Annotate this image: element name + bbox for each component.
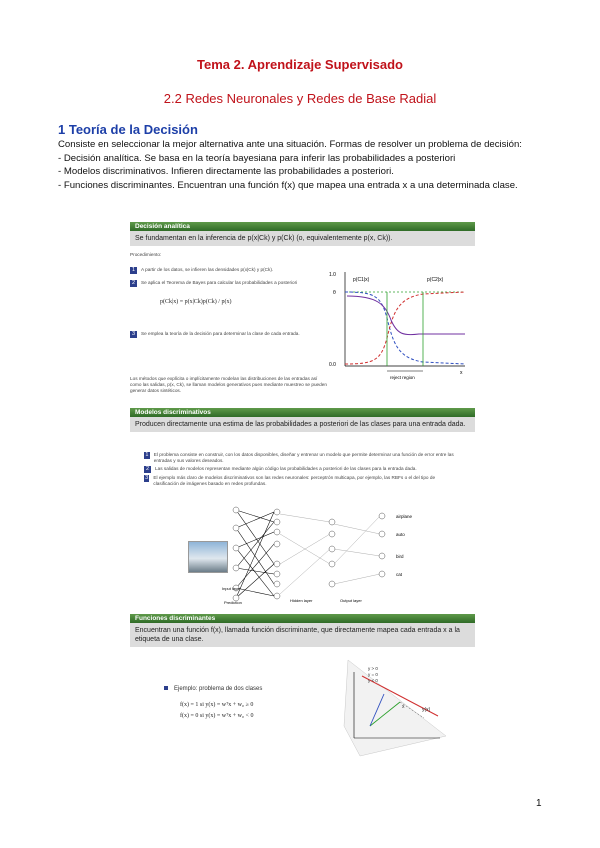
posterior-plot [327,268,467,383]
output-layer-label: Output layer [340,598,362,603]
generative-note: Los métodos que explícita o implícitamente modelan las distribuciones de las entradas así como las salidas, p(x, Ck), se llaman modelos generativos pues mediante muestreo se pueden generar datos sintéticos. [130,376,327,393]
slide-subtitle: Encuentran una función f(x), llamada función discriminante, que directamente mapea cada entrada x a la etiqueta de una clase. [130,623,475,647]
slide-bar: Modelos discriminativos [130,408,475,417]
step-text: El problema consiste en construir, con los datos disponibles, diseñar y entrenar un modelo que permite determinar una función de error entre las entradas y sus valores deseados. [153,452,454,463]
step-number: 2 [131,280,136,286]
input-image [188,541,228,573]
step-number: 2 [145,466,150,472]
intro-item-analytic: - Decisión analítica. Se basa en la teoría bayesiana para inferir las probabilidades a posteriori [58,152,456,164]
discriminant-eq-1: f(x) = 1 si y(x) = wᵀx + w₀ ≥ 0 [180,702,254,708]
intro-text [58,138,543,192]
y-tick-theta: θ [333,290,336,296]
discriminant-eq-2: f(x) = 0 si y(x) = wᵀx + w₀ < 0 [180,713,254,719]
x-axis-label: x [460,370,463,376]
svg-text:y = 0: y = 0 [368,672,378,677]
neural-network-diagram [222,504,465,605]
bullet-icon [164,686,168,690]
doc-title: Tema 2. Aprendizaje Supervisado [197,57,403,72]
slide-bar: Decisión analítica [130,222,475,231]
step-text: Las salidas de modelos representan mediante algún código las probabilidades a posteriori de las clases para la entrada dada. [155,466,417,471]
slide-funciones-discriminantes [130,614,475,774]
class-label: airplane [396,514,413,519]
reject-region-label: reject region [390,375,415,380]
class-label: bird [396,554,404,559]
svg-text:y > 0: y > 0 [368,666,378,671]
slide-subtitle: Se fundamentan en la inferencia de p(x|Ck) y p(Ck) (o, equivalentemente p(x, Ck)). [130,231,475,246]
intro-item-discriminative: - Modelos discriminativos. Infieren directamente las probabilidades a posteriori. [58,166,394,177]
bayes-equation: p(Ck|x) = p(x|Ck)p(Ck) / p(x) [160,299,232,305]
class-label: cat [396,572,403,577]
step-text: Se aplica el Teorema de Bayes para calcular las probabilidades a posteriori [141,280,298,285]
slide-modelos-discriminativos [130,408,475,608]
slide-decision-analitica [130,222,475,407]
hidden-layer-label: Hidden layer [290,598,313,603]
slide-bar: Funciones discriminantes [130,614,475,623]
intro-paragraph: Consiste en seleccionar la mejor alternativa ante una situación. Formas de resolver un problema de decisión: [58,139,522,150]
doc-subtitle: 2.2 Redes Neuronales y Redes de Base Radial [163,91,437,106]
svg-text:y < 0: y < 0 [368,678,378,683]
step-number: 3 [131,331,136,337]
y-tick-top: 1.0 [329,272,336,278]
label-p-c2: p(C2|x) [427,277,444,283]
svg-text:x: x [402,704,405,710]
section-heading: 1 Teoría de la Decisión [58,122,198,137]
step-number: 1 [131,267,136,273]
procedure-label: Procedimiento: [130,252,162,257]
step-number: 3 [145,475,149,481]
class-label: auto [396,532,405,537]
discriminant-geometry-diagram [340,656,450,761]
prediction-label: Prediction [224,600,242,605]
step-text: A partir de los datos, se infieren las densidades p(x|Ck) y p(Ck). [141,267,274,272]
step-text: Se emplea la teoría de la decisión para determinar la clase de cada entrada. [141,331,300,336]
step-number: 1 [145,452,149,458]
slide-subtitle: Producen directamente una estima de las probabilidades a posteriori de las clases para una entrada dada. [130,417,475,432]
input-layer-label: Input layer [222,586,241,591]
example-text: Ejemplo: problema de dos clases [174,686,263,692]
step-text: El ejemplo más claro de modelos discriminativos son las redes neuronales: perceptrón multicapa, por ejemplo, las RBFs o el del tipo de clasificación de imágenes basado en redes profundas. [153,475,436,486]
y-tick-bottom: 0.0 [329,362,336,368]
page-number: 1 [536,798,542,809]
intro-item-functions: - Funciones discriminantes. Encuentran una función f(x) que mapea una entrada x a una determinada clase. [58,179,518,191]
label-p-c1: p(C1|x) [353,277,370,283]
svg-text:y(x): y(x) [422,707,431,713]
